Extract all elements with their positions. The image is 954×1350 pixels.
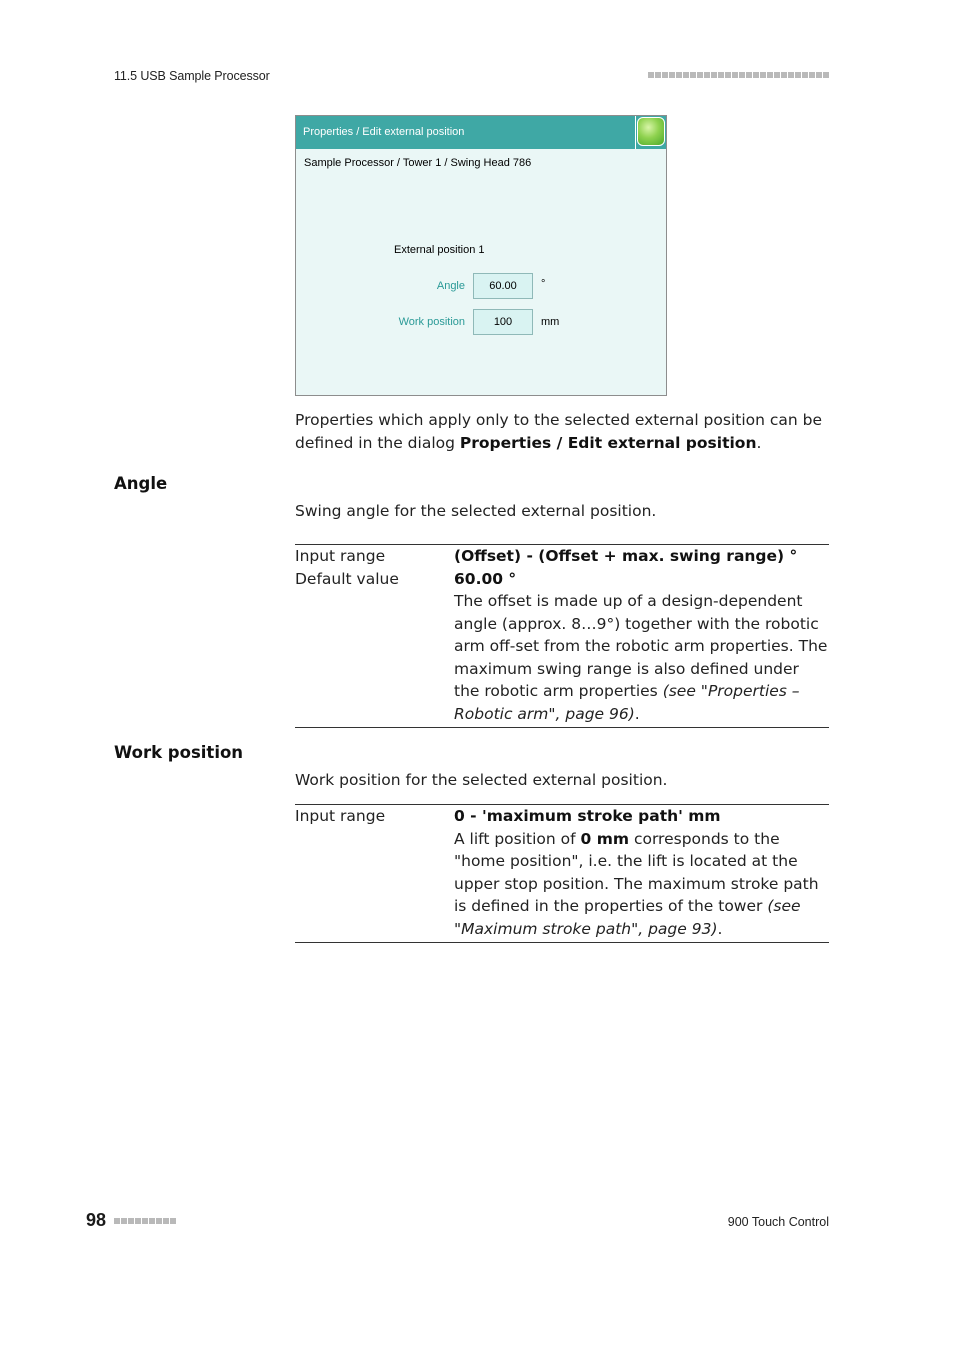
work-position-heading: Work position <box>114 743 244 762</box>
dialog-title: Properties / Edit external position <box>296 116 635 149</box>
work-note-bold: 0 mm <box>580 829 630 848</box>
angle-default-label: Default value <box>295 569 399 588</box>
angle-description: Swing angle for the selected external position. <box>295 502 657 520</box>
work-position-field[interactable]: 100 <box>473 309 533 335</box>
work-note-reference[interactable]: (see "Maximum stroke path", page 93) <box>454 897 801 938</box>
work-position-label: Work position <box>398 316 465 328</box>
angle-unit: ° <box>541 278 546 290</box>
work-note-b: corresponds to the "home position", i.e. the lift is located at the upper stop position. The maximum stroke path is defined in the properties of the tower <box>454 829 819 915</box>
dialog-screenshot <box>295 115 667 396</box>
header-decoration <box>648 72 829 78</box>
page-number: 98 <box>86 1210 107 1230</box>
work-position-description: Work position for the selected external position. <box>295 771 668 789</box>
angle-note: The offset is made up of a design-dependent angle (approx. 8…9°) together with the robotic arm off-set from the robotic arm properties. The maximum swing range is also defined under the robotic arm properties <box>454 592 828 700</box>
work-position-table <box>295 804 829 943</box>
angle-input-range-label: Input range <box>295 547 386 565</box>
work-input-range-value: 0 - 'maximum stroke path' mm <box>454 807 721 825</box>
ok-icon <box>637 117 665 146</box>
work-note-end: . <box>717 919 723 938</box>
work-position-unit: mm <box>541 316 560 328</box>
angle-table <box>295 544 829 728</box>
dialog-ok-button[interactable] <box>635 116 666 149</box>
work-note-a: A lift position of <box>454 829 581 848</box>
angle-label: Angle <box>436 280 465 292</box>
angle-note-end: . <box>634 704 640 723</box>
footer-product: 900 Touch Control <box>727 1215 829 1229</box>
work-input-range-label: Input range <box>295 807 386 825</box>
running-header-section: 11.5 USB Sample Processor <box>114 69 270 83</box>
intro-text: Properties which apply only to the selected external position can be defined in the dialog <box>295 411 823 452</box>
intro-end: . <box>756 433 762 452</box>
angle-field[interactable]: 60.00 <box>473 273 533 299</box>
angle-note-reference[interactable]: (see "Properties – Robotic arm", page 96) <box>454 682 800 723</box>
dialog-path: Sample Processor / Tower 1 / Swing Head 786 <box>304 157 532 169</box>
footer-decoration <box>114 1218 176 1224</box>
angle-default-value: 60.00 ° <box>454 569 517 588</box>
intro-paragraph <box>295 409 829 454</box>
angle-heading: Angle <box>114 474 168 493</box>
dialog-heading: External position 1 <box>394 244 485 256</box>
intro-dialog-name: Properties / Edit external position <box>459 433 757 452</box>
angle-input-range-value: (Offset) - (Offset + max. swing range) ° <box>454 547 798 565</box>
